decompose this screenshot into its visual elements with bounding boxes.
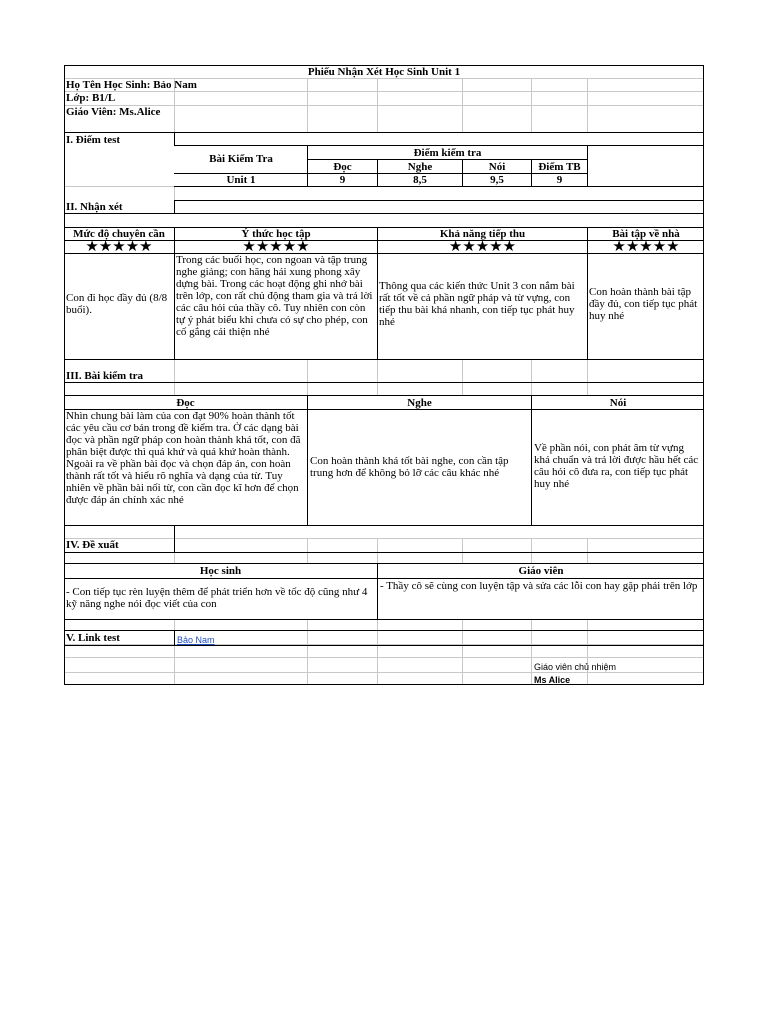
reading-score: 9 xyxy=(339,174,346,186)
test-column-header: Bài Kiểm Tra xyxy=(209,153,273,165)
attendance-header: Mức độ chuyên cần xyxy=(73,228,165,240)
attitude-rating: ★★★★★ xyxy=(242,239,310,255)
homework-header: Bài tập về nhà xyxy=(612,228,680,240)
test-reading-header: Đọc xyxy=(176,397,195,409)
listening-header: Nghe xyxy=(407,161,433,173)
homework-rating: ★★★★★ xyxy=(612,239,680,255)
comprehension-header: Khả năng tiếp thu xyxy=(439,228,526,240)
signature-label: Giáo viên chủ nhiệm xyxy=(534,662,617,672)
teacher-proposal-header: Giáo viên xyxy=(518,565,564,577)
speaking-header: Nói xyxy=(488,161,506,173)
teacher-name: Giáo Viên: Ms.Alice xyxy=(66,106,161,118)
test-listening-header: Nghe xyxy=(407,397,432,409)
test-listening-comment: Con hoàn thành khá tốt bài nghe, con cần tập trung hơn để không bỏ lỡ các câu khác nhé xyxy=(310,455,509,479)
teacher-proposal: - Thầy cô sẽ cùng con luyện tập và sửa các lỗi con hay gặp phải trên lớp xyxy=(380,580,698,592)
student-proposal-header: Học sinh xyxy=(199,565,242,577)
average-score: 9 xyxy=(556,174,563,186)
average-header: Điểm TB xyxy=(538,161,581,173)
comprehension-comment: Thông qua các kiến thức Unit 3 con nắm bài rất tốt về cả phần ngữ pháp và từ vựng, con tiếp thu bài khá nhanh, con tiếp tục phát huy nhé xyxy=(379,280,575,328)
signature-name: Ms Alice xyxy=(534,675,571,685)
student-class: Lớp: B1/L xyxy=(66,92,116,104)
test-name-cell: Unit 1 xyxy=(226,174,256,186)
test-reading-comment: Nhìn chung bài làm của con đạt 90% hoàn thành tốt các yêu cầu cơ bản trong đề kiểm tra. Ở các dạng bài đọc và phần ngữ pháp con hoàn thành khá tốt, con đã phân biệt được thì quá khứ và quá khứ hoàn thành. Ngoài ra về phần bài đọc và chọn đáp án, con hoàn thành rất tốt và hiểu rõ nghĩa và dạng của từ. Tuy nhiên về phần bài nối từ, con cần đọc kĩ hơn để chọn được đáp án chính xác nhé xyxy=(66,410,301,506)
sheet-title: Phiếu Nhận Xét Học Sinh Unit 1 xyxy=(307,66,461,78)
attitude-header: Ý thức học tập xyxy=(241,228,311,240)
attendance-rating: ★★★★★ xyxy=(85,239,153,255)
section-1-heading: I. Điểm test xyxy=(66,134,121,146)
speaking-score: 9,5 xyxy=(490,174,504,186)
section-2-heading: II. Nhận xét xyxy=(66,201,123,213)
student-proposal: - Con tiếp tục rèn luyện thêm để phát triển hơn về tốc độ cũng như 4 kỹ năng nghe nói đọc viết của con xyxy=(66,586,368,610)
test-speaking-header: Nói xyxy=(609,397,627,409)
homework-comment: Con hoàn thành bài tập đầy đủ, con tiếp tục phát huy nhé xyxy=(589,286,698,322)
student-name: Họ Tên Học Sinh: Bảo Nam xyxy=(66,79,197,91)
attendance-comment: Con đi học đầy đủ (8/8 buổi). xyxy=(66,292,168,316)
listening-score: 8,5 xyxy=(413,174,427,186)
comprehension-rating: ★★★★★ xyxy=(448,239,517,255)
test-link[interactable]: Bảo Nam xyxy=(177,635,215,645)
section-5-heading: V. Link test xyxy=(66,632,120,644)
section-4-heading: IV. Đề xuất xyxy=(66,539,119,551)
reading-header: Đọc xyxy=(333,161,352,173)
evaluation-sheet xyxy=(64,65,704,685)
attitude-comment: Trong các buổi học, con ngoan và tập trung nghe giảng; con hăng hái xung phong xây dựng bài. Trong các hoạt động ghi nhớ bài trên lớp, con rất chủ động tham gia và trả lời các câu hỏi của thầy cô. Tuy nhiên con còn tự ý phát biểu khi chưa có sự cho phép, con cố gắng cải thiện nhé xyxy=(176,254,373,338)
test-speaking-comment: Về phần nói, con phát âm từ vựng khá chuẩn và trả lời được hầu hết các câu hỏi cô đưa ra, con tiếp tục phát huy nhé xyxy=(534,442,699,490)
score-group-header: Điểm kiểm tra xyxy=(413,147,482,159)
section-3-heading: III. Bài kiểm tra xyxy=(66,370,143,382)
